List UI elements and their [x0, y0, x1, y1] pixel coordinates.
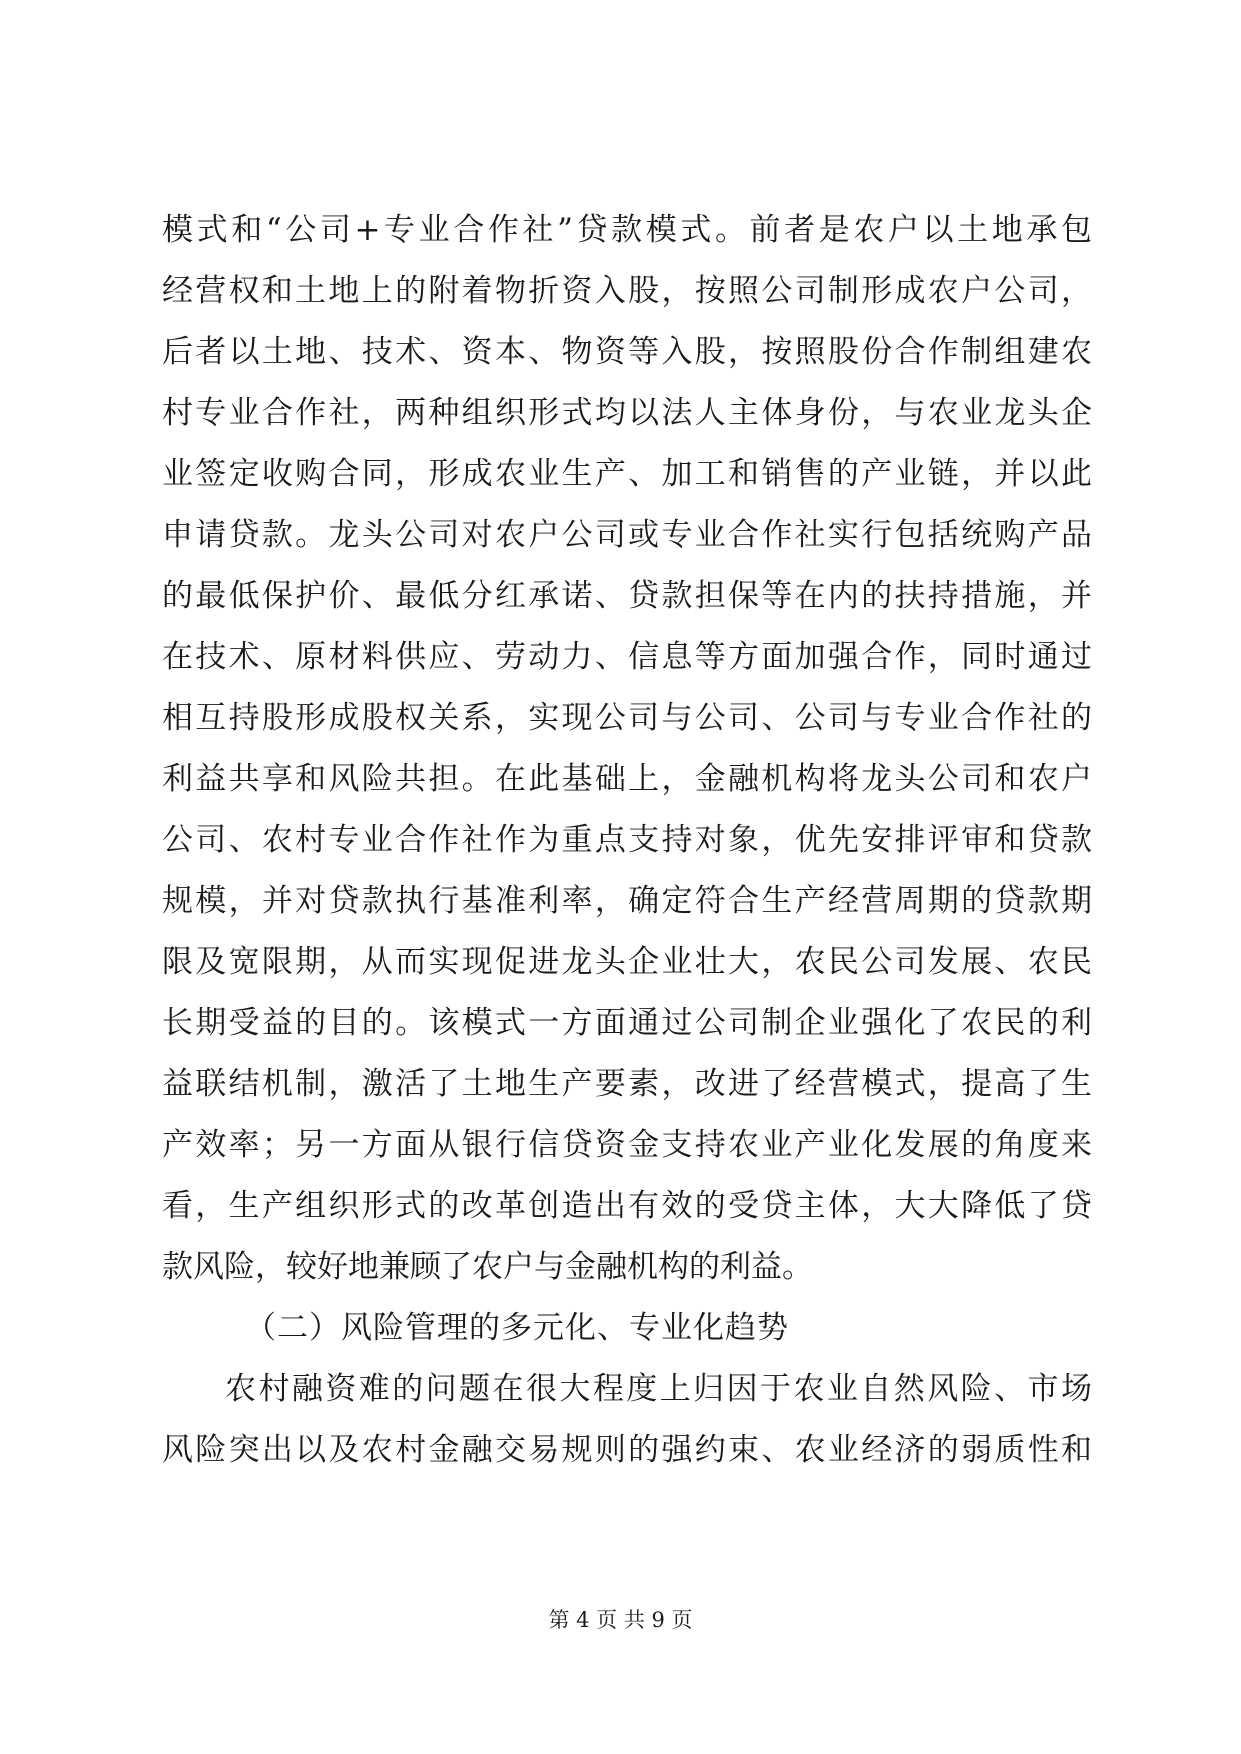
- body-line-16: 产效率；另一方面从银行信贷资金支持农业产业化发展的角度来: [162, 1127, 1092, 1163]
- body-line-17: 看，生产组织形式的改革创造出有效的受贷主体，大大降低了贷: [162, 1188, 1092, 1224]
- body-line-14: 长期受益的目的。该模式一方面通过公司制企业强化了农民的利: [162, 1005, 1092, 1041]
- body-line-10: 利益共享和风险共担。在此基础上，金融机构将龙头公司和农户: [162, 761, 1092, 797]
- paragraph2-line-2: 风险突出以及农村金融交易规则的强约束、农业经济的弱质性和: [162, 1432, 1092, 1468]
- body-line-7: 的最低保护价、最低分红承诺、贷款担保等在内的扶持措施，并: [162, 578, 1092, 614]
- body-line-2: 经营权和土地上的附着物折资入股，按照公司制形成农户公司，: [162, 273, 1092, 309]
- body-line-12: 规模，并对贷款执行基准利率，确定符合生产经营周期的贷款期: [162, 883, 1092, 919]
- body-line-9: 相互持股形成股权关系，实现公司与公司、公司与专业合作社的: [162, 700, 1092, 736]
- body-line-13: 限及宽限期，从而实现促进龙头企业壮大，农民公司发展、农民: [162, 944, 1092, 980]
- body-line-11: 公司、农村专业合作社作为重点支持对象，优先安排评审和贷款: [162, 822, 1092, 858]
- section-heading: （二）风险管理的多元化、专业化趋势: [245, 1310, 789, 1346]
- body-line-6: 申请贷款。龙头公司对农户公司或专业合作社实行包括统购产品: [162, 517, 1092, 553]
- body-line-8: 在技术、原材料供应、劳动力、信息等方面加强合作，同时通过: [162, 639, 1092, 675]
- body-line-15: 益联结机制，激活了土地生产要素，改进了经营模式，提高了生: [162, 1066, 1092, 1102]
- body-line-4: 村专业合作社，两种组织形式均以法人主体身份，与农业龙头企: [162, 395, 1092, 431]
- body-line-18: 款风险，较好地兼顾了农户与金融机构的利益。: [162, 1249, 813, 1285]
- body-line-3: 后者以土地、技术、资本、物资等入股，按照股份合作制组建农: [162, 334, 1092, 370]
- paragraph2-line-1: 农村融资难的问题在很大程度上归因于农业自然风险、市场: [225, 1371, 1092, 1407]
- body-line-1: 模式和“公司+专业合作社”贷款模式。前者是农户以土地承包: [162, 212, 1092, 248]
- page-number-footer: 第 4 页 共 9 页: [548, 1608, 693, 1632]
- body-line-5: 业签定收购合同，形成农业生产、加工和销售的产业链，并以此: [162, 456, 1092, 492]
